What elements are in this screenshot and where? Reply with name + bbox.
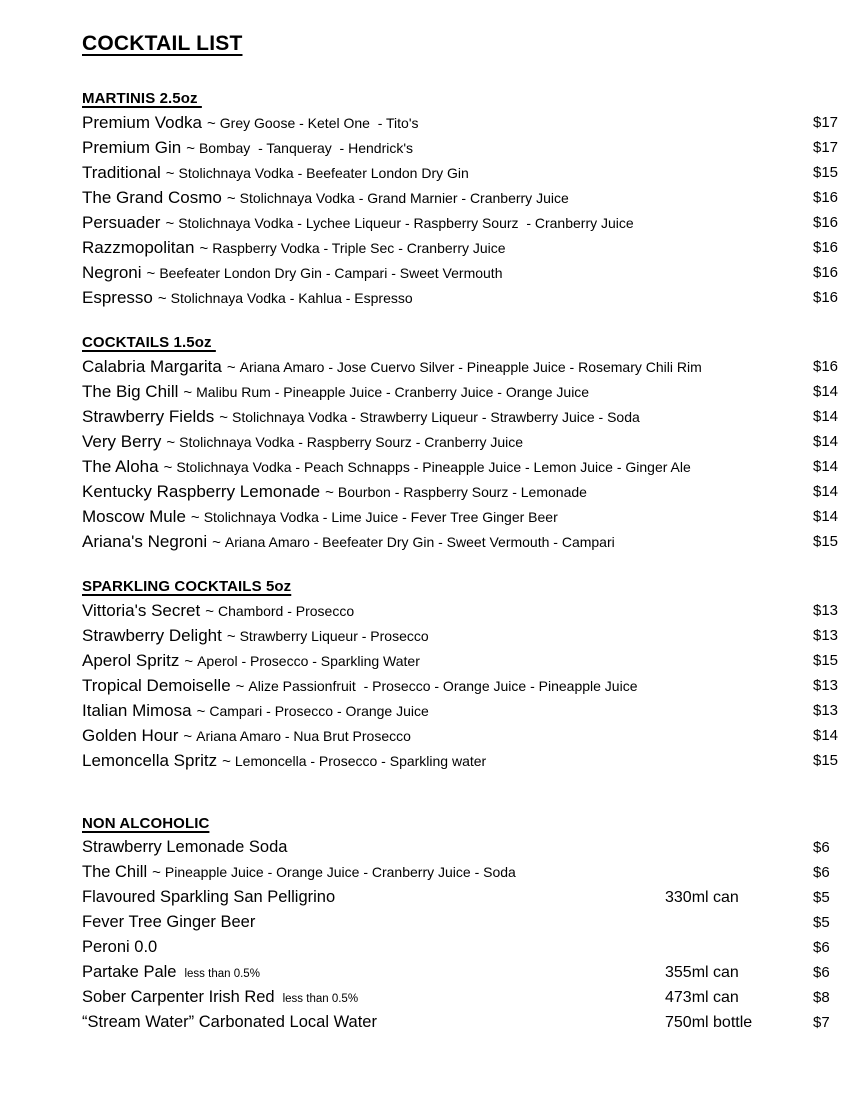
menu-item-separator: ~ xyxy=(212,534,221,551)
menu-item-name: Kentucky Raspberry Lemonade xyxy=(82,482,321,501)
menu-item-main xyxy=(82,504,558,530)
menu-item-list xyxy=(82,110,839,310)
menu-item-price: $5 xyxy=(813,914,830,931)
menu-item-name: Tropical Demoiselle xyxy=(82,676,231,695)
menu-item-description: Stolichnaya Vodka - Kahlua - Espresso xyxy=(170,290,413,306)
menu-item-separator: ~ xyxy=(226,359,236,376)
menu-item-description: Stolichnaya Vodka - Lime Juice - Fever Tree Ginger Beer xyxy=(203,509,558,525)
menu-item-row xyxy=(82,210,839,235)
menu-item-main xyxy=(82,110,419,136)
menu-item-main xyxy=(82,235,506,261)
menu-item-name: Premium Vodka xyxy=(82,113,202,132)
menu-item-separator: ~ xyxy=(165,215,175,232)
menu-item-name: Moscow Mule xyxy=(82,507,186,526)
menu-item-separator: ~ xyxy=(207,115,216,132)
menu-item-name: Partake Pale xyxy=(82,963,177,981)
menu-item-description: Chambord - Prosecco xyxy=(217,603,355,619)
menu-item-separator: ~ xyxy=(199,240,209,257)
menu-item-row xyxy=(82,723,839,748)
menu-item-note: less than 0.5% xyxy=(282,993,359,1005)
menu-item-row xyxy=(82,598,839,623)
menu-item-price: $15 xyxy=(813,752,839,769)
menu-item-size: 473ml can xyxy=(665,989,739,1006)
menu-item-row xyxy=(82,429,839,454)
menu-item-name: Italian Mimosa xyxy=(82,701,192,720)
menu-item-description: Pineapple Juice - Orange Juice - Cranberry Juice - Soda xyxy=(164,864,516,880)
page-title-wrap xyxy=(82,32,770,90)
menu-item-main xyxy=(82,598,354,624)
page-title: COCKTAIL LIST xyxy=(82,32,243,55)
menu-item-name: “Stream Water” Carbonated Local Water xyxy=(82,1013,377,1031)
menu-item-row xyxy=(82,160,839,185)
menu-item-name: Razzmopolitan xyxy=(82,238,195,257)
menu-item-description: Campari - Prosecco - Orange Juice xyxy=(209,703,429,719)
menu-item-list xyxy=(82,598,839,773)
menu-item-name: Very Berry xyxy=(82,432,162,451)
menu-item-row xyxy=(82,885,830,910)
menu-item-main xyxy=(82,960,260,987)
menu-item-price: $5 xyxy=(813,889,830,906)
menu-item-separator: ~ xyxy=(219,409,229,426)
menu-item-price: $13 xyxy=(813,702,839,719)
menu-item-price: $13 xyxy=(813,627,839,644)
menu-item-separator: ~ xyxy=(226,190,236,207)
menu-item-main xyxy=(82,260,502,286)
menu-item-separator: ~ xyxy=(166,434,176,451)
menu-item-row xyxy=(82,285,839,310)
menu-item-main xyxy=(82,1010,377,1035)
menu-item-name: Strawberry Fields xyxy=(82,407,215,426)
menu-item-main xyxy=(82,623,429,649)
menu-item-row xyxy=(82,529,839,554)
menu-item-separator: ~ xyxy=(165,165,175,182)
menu-item-price: $14 xyxy=(813,727,839,744)
menu-item-main xyxy=(82,354,702,380)
menu-item-description: Stolichnaya Vodka - Peach Schnapps - Pineapple Juice - Lemon Juice - Ginger Ale xyxy=(176,459,691,475)
menu-item-price: $16 xyxy=(813,358,839,375)
menu-item-main xyxy=(82,529,615,555)
menu-item-description: Ariana Amaro - Jose Cuervo Silver - Pineapple Juice - Rosemary Chili Rim xyxy=(239,359,702,375)
menu-item-size: 750ml bottle xyxy=(665,1014,753,1031)
menu-item-separator: ~ xyxy=(152,864,161,881)
menu-item-row xyxy=(82,835,830,860)
menu-item-price: $14 xyxy=(813,408,839,425)
menu-item-price: $16 xyxy=(813,289,839,306)
menu-item-name: Golden Hour xyxy=(82,726,179,745)
menu-item-price: $6 xyxy=(813,964,830,981)
menu-item-main xyxy=(82,885,335,910)
menu-item-row xyxy=(82,698,839,723)
menu-item-row xyxy=(82,479,839,504)
menu-item-name: Traditional xyxy=(82,163,161,182)
menu-item-name: Flavoured Sparkling San Pelligrino xyxy=(82,888,336,906)
menu-item-main xyxy=(82,835,287,860)
menu-section xyxy=(82,578,839,773)
menu-item-price: $14 xyxy=(813,508,839,525)
menu-item-price: $13 xyxy=(813,602,839,619)
menu-item-price: $15 xyxy=(813,533,839,550)
menu-item-main xyxy=(82,673,638,699)
menu-item-row xyxy=(82,960,830,985)
menu-item-description: Strawberry Liqueur - Prosecco xyxy=(239,628,429,644)
menu-item-main xyxy=(82,479,587,505)
menu-item-description: Bombay - Tanqueray - Hendrick's xyxy=(198,140,414,156)
menu-item-main xyxy=(82,698,429,724)
menu-item-row xyxy=(82,454,839,479)
menu-item-separator: ~ xyxy=(183,728,193,745)
menu-item-main xyxy=(82,723,411,749)
menu-item-name: The Grand Cosmo xyxy=(82,188,222,207)
section-header: COCKTAILS 1.5oz xyxy=(82,334,216,351)
menu-item-row xyxy=(82,260,839,285)
non-alcoholic-item-list xyxy=(82,835,830,1035)
menu-item-main xyxy=(82,648,420,674)
menu-item-name: Peroni 0.0 xyxy=(82,938,158,956)
menu-item-separator: ~ xyxy=(146,265,156,282)
menu-item-row xyxy=(82,185,839,210)
menu-item-description: Stolichnaya Vodka - Beefeater London Dry Gin xyxy=(178,165,469,181)
menu-item-separator: ~ xyxy=(325,484,334,501)
menu-item-description: Ariana Amaro - Nua Brut Prosecco xyxy=(196,728,411,744)
menu-item-description: Stolichnaya Vodka - Lychee Liqueur - Raspberry Sourz - Cranberry Juice xyxy=(178,215,634,231)
menu-item-row xyxy=(82,910,830,935)
menu-item-price: $14 xyxy=(813,483,839,500)
menu-item-main xyxy=(82,285,413,311)
menu-item-row xyxy=(82,379,839,404)
menu-item-row xyxy=(82,1010,830,1035)
menu-item-main xyxy=(82,985,358,1012)
menu-item-name: The Big Chill xyxy=(82,382,179,401)
menu-item-description: Lemoncella - Prosecco - Sparkling water xyxy=(234,753,487,769)
menu-item-price: $8 xyxy=(813,989,830,1006)
menu-item-row xyxy=(82,673,839,698)
menu-item-main xyxy=(82,910,255,935)
menu-item-name: Fever Tree Ginger Beer xyxy=(82,913,256,931)
menu-item-name: The Aloha xyxy=(82,457,159,476)
menu-item-separator: ~ xyxy=(196,703,206,720)
menu-sections xyxy=(82,90,839,773)
menu-item-price: $7 xyxy=(813,1014,830,1031)
menu-item-name: Espresso xyxy=(82,288,153,307)
menu-item-name: The Chill xyxy=(82,863,148,881)
menu-item-separator: ~ xyxy=(235,678,245,695)
menu-item-price: $14 xyxy=(813,383,839,400)
section-header: SPARKLING COCKTAILS 5oz xyxy=(82,578,292,595)
section-header-non-alcoholic: NON ALCOHOLIC xyxy=(82,815,210,832)
menu-item-description: Bourbon - Raspberry Sourz - Lemonade xyxy=(337,484,587,500)
menu-item-description: Malibu Rum - Pineapple Juice - Cranberry Juice - Orange Juice xyxy=(196,384,590,400)
menu-item-separator: ~ xyxy=(205,603,214,620)
menu-item-row xyxy=(82,748,839,773)
menu-item-separator: ~ xyxy=(184,653,194,670)
menu-item-main xyxy=(82,160,469,186)
menu-item-description: Stolichnaya Vodka - Grand Marnier - Cranberry Juice xyxy=(239,190,569,206)
menu-item-main xyxy=(82,748,486,774)
menu-item-row xyxy=(82,935,830,960)
menu-item-row xyxy=(82,135,839,160)
menu-item-row xyxy=(82,648,839,673)
menu-section xyxy=(82,334,839,554)
menu-item-main xyxy=(82,935,157,960)
menu-item-name: Premium Gin xyxy=(82,138,182,157)
section-non-alcoholic xyxy=(82,815,830,1035)
section-gap xyxy=(82,797,770,815)
menu-item-main xyxy=(82,185,569,211)
menu-item-description: Aperol - Prosecco - Sparkling Water xyxy=(197,653,420,669)
menu-item-row xyxy=(82,235,839,260)
menu-item-separator: ~ xyxy=(190,509,200,526)
menu-item-description: Stolichnaya Vodka - Strawberry Liqueur - Strawberry Juice - Soda xyxy=(232,409,640,425)
menu-item-price: $16 xyxy=(813,264,839,281)
menu-item-row xyxy=(82,404,839,429)
menu-item-name: Sober Carpenter Irish Red xyxy=(82,988,275,1006)
menu-item-price: $16 xyxy=(813,189,839,206)
menu-item-row xyxy=(82,354,839,379)
menu-item-description: Ariana Amaro - Beefeater Dry Gin - Sweet Vermouth - Campari xyxy=(224,534,615,550)
menu-item-name: Strawberry Lemonade Soda xyxy=(82,838,288,856)
menu-item-price: $6 xyxy=(813,939,830,956)
menu-item-size: 330ml can xyxy=(665,889,739,906)
menu-item-name: Ariana's Negroni xyxy=(82,532,208,551)
menu-item-separator: ~ xyxy=(186,140,195,157)
menu-item-separator: ~ xyxy=(163,459,173,476)
menu-item-row xyxy=(82,504,839,529)
menu-item-name: Lemoncella Spritz xyxy=(82,751,218,770)
menu-item-row xyxy=(82,860,830,885)
menu-item-main xyxy=(82,454,691,480)
menu-item-main xyxy=(82,429,523,455)
menu-item-price: $16 xyxy=(813,214,839,231)
menu-item-description: Raspberry Vodka - Triple Sec - Cranberry Juice xyxy=(212,240,506,256)
menu-item-separator: ~ xyxy=(222,753,231,770)
menu-item-price: $15 xyxy=(813,652,839,669)
menu-item-main xyxy=(82,210,634,236)
menu-item-price: $17 xyxy=(813,114,839,131)
menu-item-price: $6 xyxy=(813,864,830,881)
menu-item-name: Aperol Spritz xyxy=(82,651,180,670)
menu-item-separator: ~ xyxy=(157,290,167,307)
menu-item-name: Persuader xyxy=(82,213,161,232)
menu-item-name: Calabria Margarita xyxy=(82,357,222,376)
menu-item-row xyxy=(82,985,830,1010)
menu-item-description: Grey Goose - Ketel One - Tito's xyxy=(219,115,419,131)
menu-item-note: less than 0.5% xyxy=(184,968,260,980)
menu-item-price: $16 xyxy=(813,239,839,256)
menu-item-name: Strawberry Delight xyxy=(82,626,222,645)
menu-item-price: $15 xyxy=(813,164,839,181)
menu-item-row xyxy=(82,110,839,135)
section-header: MARTINIS 2.5oz xyxy=(82,90,202,107)
menu-item-description: Stolichnaya Vodka - Raspberry Sourz - Cranberry Juice xyxy=(179,434,524,450)
menu-item-name: Negroni xyxy=(82,263,142,282)
menu-item-main xyxy=(82,135,413,161)
menu-item-list xyxy=(82,354,839,554)
menu-section xyxy=(82,90,839,310)
menu-item-price: $6 xyxy=(813,839,830,856)
menu-item-main xyxy=(82,404,640,430)
menu-item-main xyxy=(82,379,589,405)
menu-item-description: Beefeater London Dry Gin - Campari - Sweet Vermouth xyxy=(159,265,503,281)
menu-item-separator: ~ xyxy=(183,384,193,401)
menu-item-price: $17 xyxy=(813,139,839,156)
menu-item-name: Vittoria's Secret xyxy=(82,601,201,620)
menu-item-row xyxy=(82,623,839,648)
menu-item-main xyxy=(82,860,516,885)
menu-item-separator: ~ xyxy=(226,628,236,645)
menu-item-size: 355ml can xyxy=(665,964,739,981)
menu-item-price: $14 xyxy=(813,458,839,475)
menu-item-price: $14 xyxy=(813,433,839,450)
menu-item-price: $13 xyxy=(813,677,839,694)
menu-item-description: Alize Passionfruit - Prosecco - Orange Juice - Pineapple Juice xyxy=(248,678,638,694)
